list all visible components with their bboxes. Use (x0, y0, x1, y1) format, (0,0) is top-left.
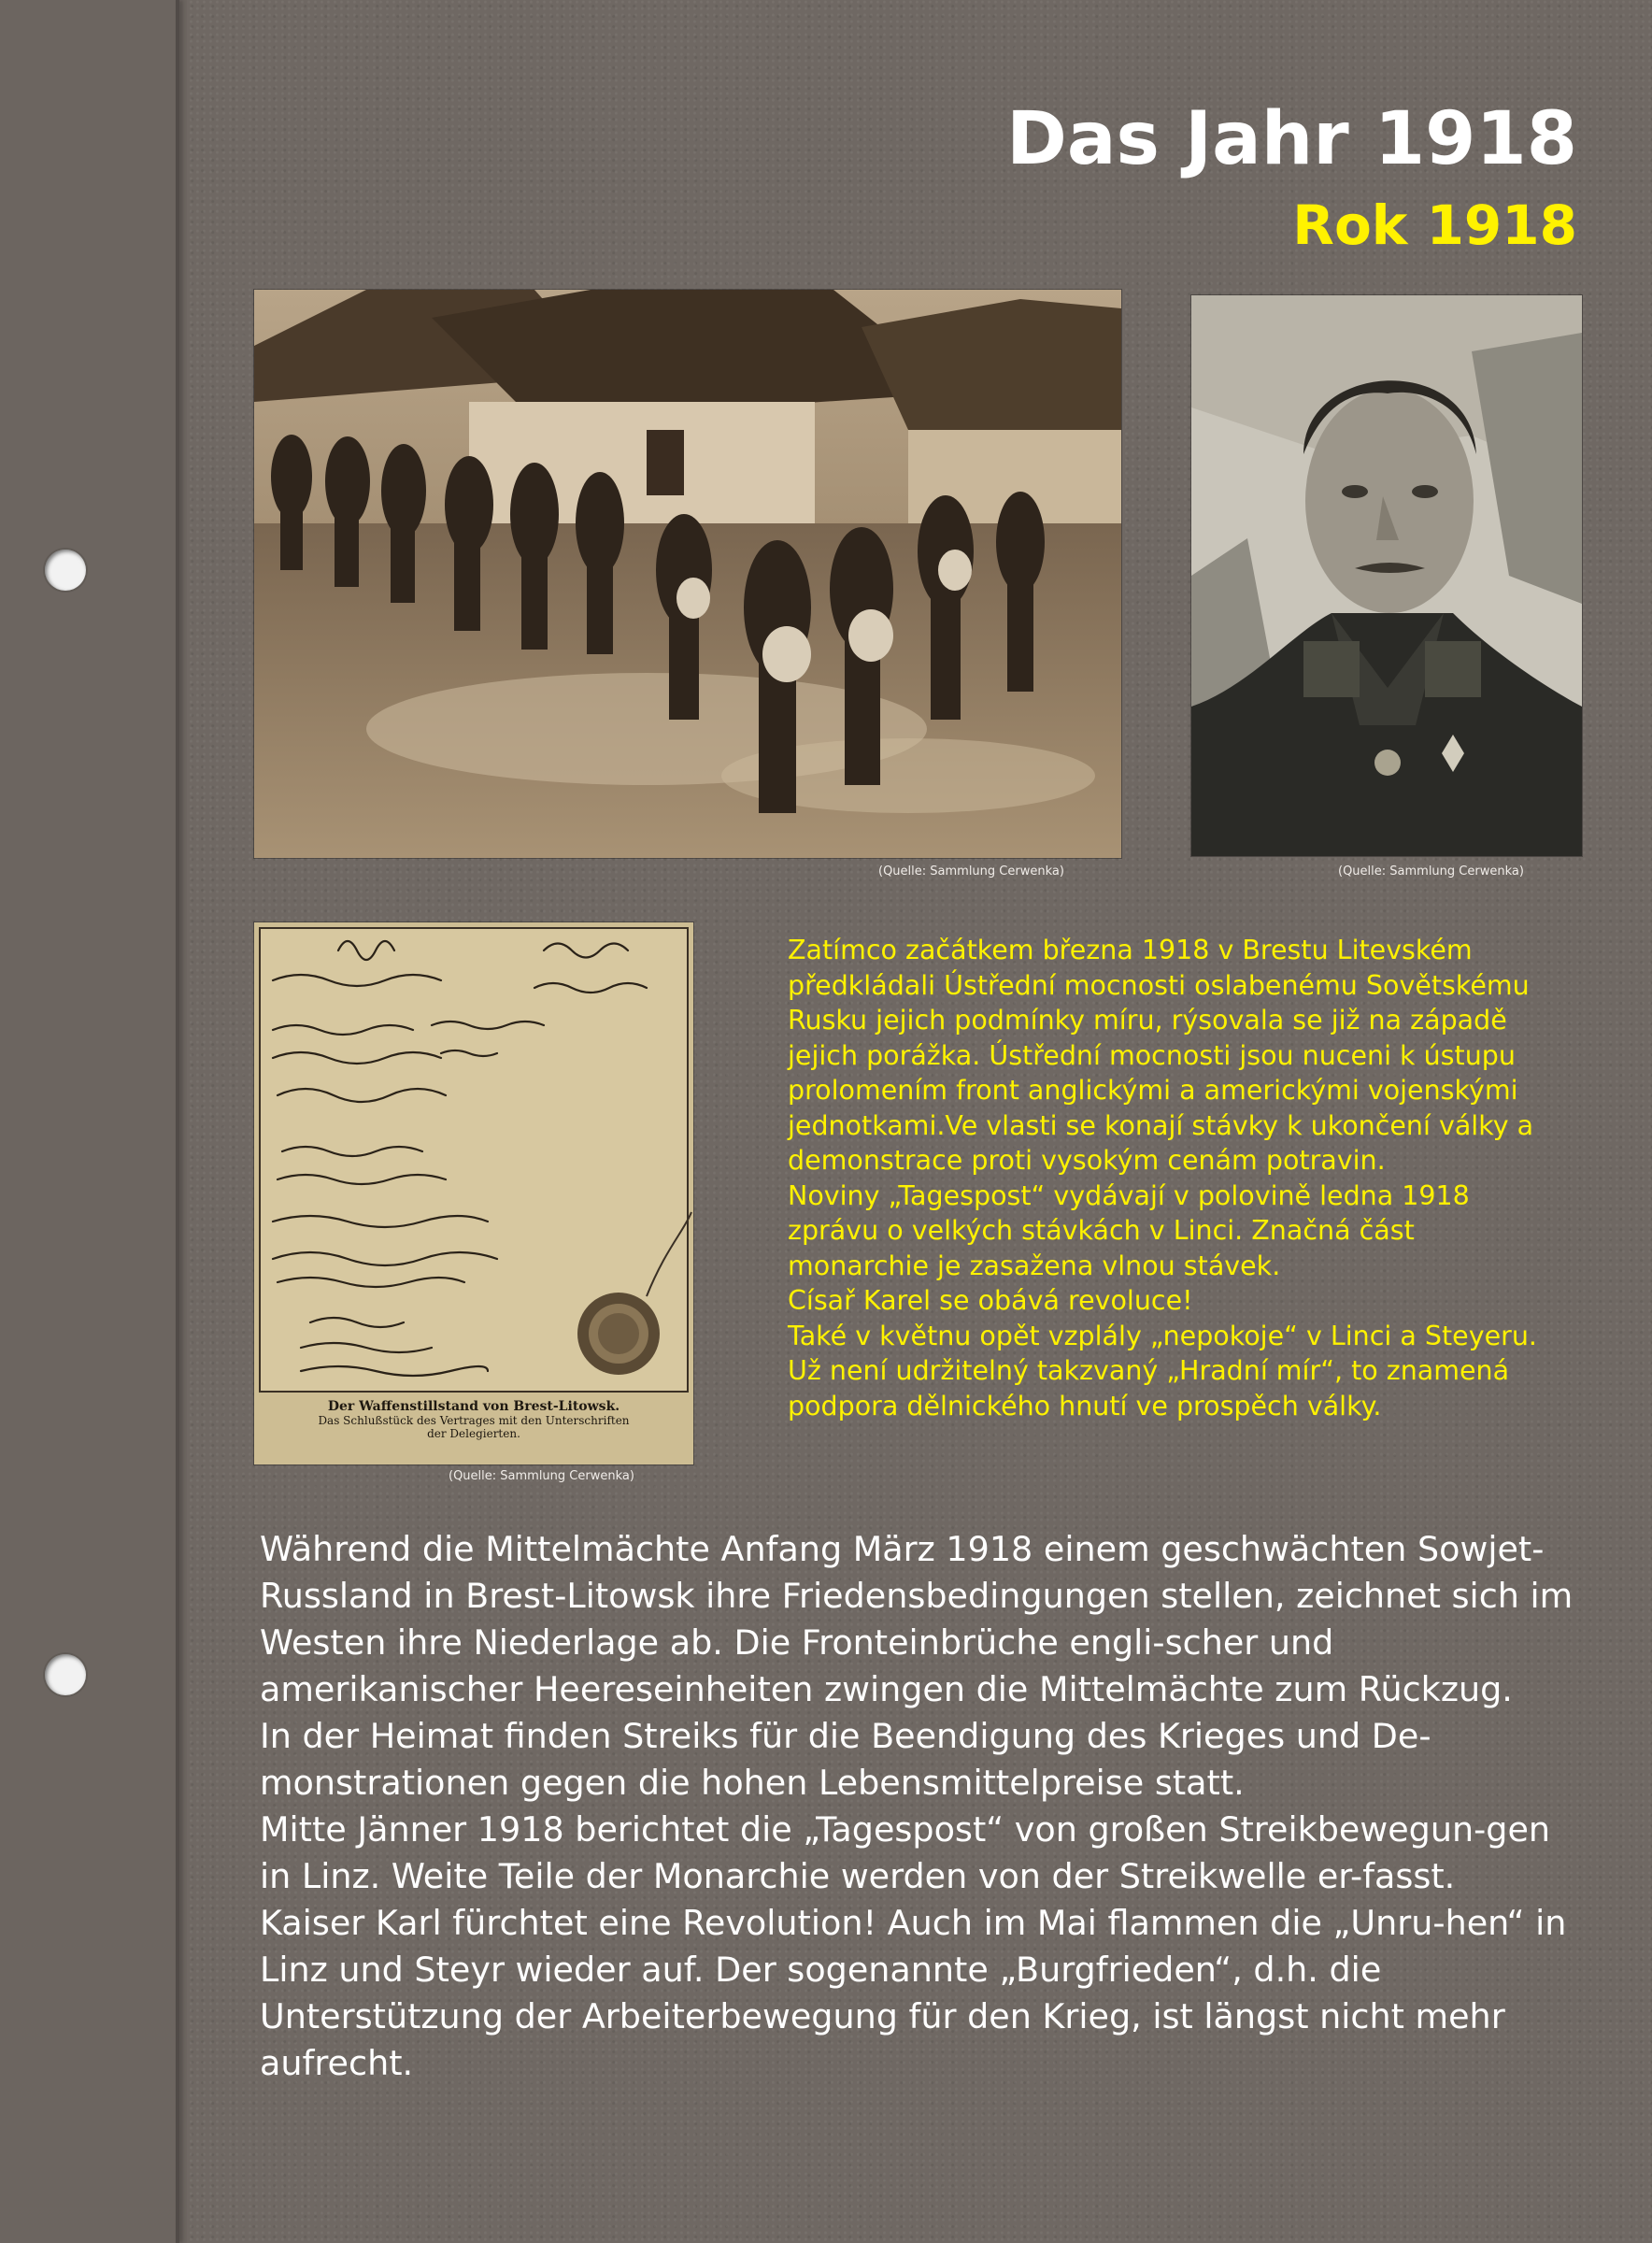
spine-fold-line (176, 0, 179, 2243)
soldiers-photo-credit: (Quelle: Sammlung Cerwenka) (878, 864, 1064, 879)
emperor-photo-credit: (Quelle: Sammlung Cerwenka) (1338, 864, 1524, 879)
page-title-czech: Rok 1918 (1292, 193, 1577, 257)
treaty-caption-line: der Delegierten. (427, 1427, 520, 1440)
binder-spine (0, 0, 187, 2243)
punch-hole-bottom (45, 1654, 86, 1695)
german-paragraph: In der Heimat finden Streiks für die Beendigung des Krieges und De-monstrationen gegen die hohen Lebensmittelpreise statt. (260, 1716, 1431, 1803)
czech-paragraph: Noviny „Tagespost“ vydávají v polovině ledna 1918 zprávu o velkých stávkách v Linci. Značná část monarchie je zasažena vlnou stávek. (788, 1179, 1470, 1281)
soldiers-marching-photo (254, 290, 1121, 858)
emperor-karl-portrait (1191, 295, 1582, 856)
german-paragraph: Mitte Jänner 1918 berichtet die „Tagespost“ von großen Streikbewegun-gen in Linz. Weite Teile der Monarchie werden von der Streikwelle er-fasst. (260, 1809, 1551, 1896)
punch-hole-top (45, 550, 86, 591)
treaty-caption-line: Das Schlußstück des Vertrages mit den Unterschriften (318, 1414, 630, 1427)
czech-body-text (788, 933, 1563, 1423)
german-body-text (260, 1526, 1587, 2087)
page-title-german: Das Jahr 1918 (1006, 97, 1577, 181)
german-paragraph: Kaiser Karl fürchtet eine Revolution! Auch im Mai flammen die „Unru-hen“ in Linz und Steyr wieder auf. Der sogenannte „Burgfrieden“, d.h. die Unterstützung der Arbeiterbewegung für den Krieg, ist längst nicht mehr aufrecht. (260, 1903, 1567, 2083)
czech-paragraph: Císař Karel se obává revoluce! (788, 1285, 1193, 1316)
czech-paragraph: Také v květnu opět vzplály „nepokoje“ v Linci a Steyeru. Už není udržitelný takzvaný „Hradní mír“, to znamená podpora dělnického hnutí ve prospěch války. (788, 1320, 1537, 1422)
brest-litovsk-treaty-document (254, 922, 693, 1464)
czech-paragraph: Zatímco začátkem března 1918 v Brestu Litevském předkládali Ústřední mocnosti oslabenému Sovětskému Rusku jejich podmínky míru, rýsovala se již na západě jejich porážka. Ústřední mocnosti jsou nuceni k ústupu prolomením front anglickými a americkými vojenskými jednotkami.Ve vlasti se konají stávky k ukončení války a demonstrace proti vysokým cenám potravin. (788, 935, 1534, 1176)
german-paragraph: Während die Mittelmächte Anfang März 1918 einem geschwächten Sowjet-Russland in Brest-Litowsk ihre Friedensbedingungen stellen, zeichnet sich im Westen ihre Niederlage ab. Die Fronteinbrüche engli-scher und amerikanischer Heereseinheiten zwingen die Mittelmächte zum Rückzug. (260, 1529, 1574, 1709)
treaty-photo-credit: (Quelle: Sammlung Cerwenka) (449, 1469, 634, 1483)
treaty-caption-title: Der Waffenstillstand von Brest-Litowsk. (327, 1399, 620, 1414)
